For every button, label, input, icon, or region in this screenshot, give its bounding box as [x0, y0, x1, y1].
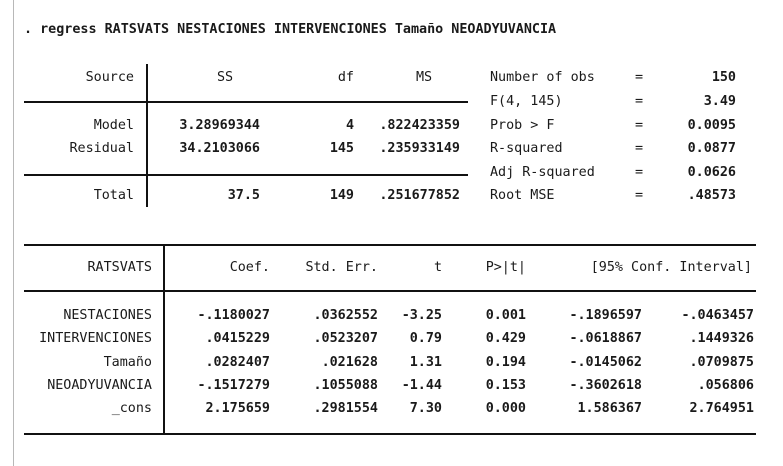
coef-row-ci-lower: -.3602618	[569, 378, 642, 393]
stat-label: R-squared	[490, 141, 563, 156]
coef-header-p: P>|t|	[485, 260, 526, 275]
stat-equals: =	[635, 188, 644, 203]
stat-equals: =	[635, 141, 644, 156]
coef-header-t: t	[433, 260, 442, 275]
anova-row-ss: 3.28969344	[179, 118, 260, 133]
coef-row-ci-upper: .056806	[697, 378, 754, 393]
coef-row-var: Tamaño	[103, 355, 152, 370]
coef-column-divider	[163, 244, 165, 434]
coef-row-ci-lower: 1.586367	[577, 401, 642, 416]
coef-row-coef: 2.175659	[205, 401, 270, 416]
stat-value: 0.0095	[687, 118, 736, 133]
anova-row-ss: 34.2103066	[179, 141, 260, 156]
coef-bottom-rule	[24, 433, 756, 435]
anova-row-df: 4	[345, 118, 354, 133]
stat-value: 0.0877	[687, 141, 736, 156]
coef-row-coef: .0282407	[205, 355, 270, 370]
stat-equals: =	[635, 165, 644, 180]
stat-label: Number of obs	[490, 70, 595, 85]
anova-total-rule	[24, 174, 468, 176]
anova-total-source: Total	[93, 188, 134, 203]
coef-row-p: 0.000	[485, 401, 526, 416]
coef-row-ci-lower: -.1896597	[569, 308, 642, 323]
coef-row-p: 0.153	[485, 378, 526, 393]
stat-label: Root MSE	[490, 188, 555, 203]
coef-row-t: -3.25	[401, 308, 442, 323]
coef-row-var: NEOADYUVANCIA	[47, 378, 152, 393]
anova-row-source: Residual	[69, 141, 134, 156]
coef-top-rule	[24, 244, 756, 246]
coef-row-var: NESTACIONES	[63, 308, 152, 323]
coef-row-t: 0.79	[409, 331, 442, 346]
anova-total-df: 149	[329, 188, 354, 203]
anova-header-ms: MS	[415, 70, 433, 85]
stat-label: Prob > F	[490, 118, 555, 133]
coef-header-depvar: RATSVATS	[87, 260, 152, 275]
anova-total-ss: 37.5	[227, 188, 260, 203]
stat-equals: =	[635, 70, 644, 85]
coef-row-se: .0523207	[313, 331, 378, 346]
stat-value: .48573	[687, 188, 736, 203]
anova-header-ss: SS	[216, 70, 234, 85]
stat-value: 150	[711, 70, 736, 85]
anova-column-divider	[146, 64, 148, 207]
coef-row-coef: -.1517279	[197, 378, 270, 393]
coef-row-coef: .0415229	[205, 331, 270, 346]
stat-equals: =	[635, 118, 644, 133]
coef-row-ci-lower: -.0618867	[569, 331, 642, 346]
coef-row-p: 0.194	[485, 355, 526, 370]
coef-row-ci-lower: -.0145062	[569, 355, 642, 370]
coef-row-p: 0.001	[485, 308, 526, 323]
coef-row-ci-upper: .1449326	[689, 331, 754, 346]
anova-row-ms: .235933149	[379, 141, 460, 156]
coef-row-se: .0362552	[313, 308, 378, 323]
stat-label: Adj R-squared	[490, 165, 595, 180]
anova-row-source: Model	[93, 118, 134, 133]
anova-row-ms: .822423359	[379, 118, 460, 133]
regress-command: . regress RATSVATS NESTACIONES INTERVENCIONES Tamaño NEOADYUVANCIA	[24, 22, 557, 37]
stat-value: 0.0626	[687, 165, 736, 180]
coef-row-se: .2981554	[313, 401, 378, 416]
coef-header-coef: Coef.	[229, 260, 270, 275]
coef-header-rule	[24, 290, 756, 292]
coef-row-se: .021628	[321, 355, 378, 370]
coef-row-t: -1.44	[401, 378, 442, 393]
stat-label: F(4, 145)	[490, 94, 563, 109]
coef-header-se: Std. Err.	[305, 260, 378, 275]
stat-equals: =	[635, 94, 644, 109]
coef-row-ci-upper: .0709875	[689, 355, 754, 370]
coef-row-t: 7.30	[409, 401, 442, 416]
coef-row-coef: -.1180027	[197, 308, 270, 323]
anova-row-df: 145	[329, 141, 354, 156]
coef-row-t: 1.31	[409, 355, 442, 370]
coef-row-var: _cons	[111, 401, 152, 416]
coef-row-ci-upper: 2.764951	[689, 401, 754, 416]
coef-row-ci-upper: -.0463457	[681, 308, 754, 323]
coef-row-p: 0.429	[485, 331, 526, 346]
anova-header-df: df	[337, 70, 354, 85]
coef-header-ci: [95% Conf. Interval]	[590, 260, 752, 275]
anova-total-ms: .251677852	[379, 188, 460, 203]
coef-row-var: INTERVENCIONES	[39, 331, 152, 346]
coef-row-se: .1055088	[313, 378, 378, 393]
anova-header-rule	[24, 101, 468, 103]
stat-value: 3.49	[703, 94, 736, 109]
window-left-border	[13, 0, 14, 466]
anova-header-source: Source	[85, 70, 134, 85]
